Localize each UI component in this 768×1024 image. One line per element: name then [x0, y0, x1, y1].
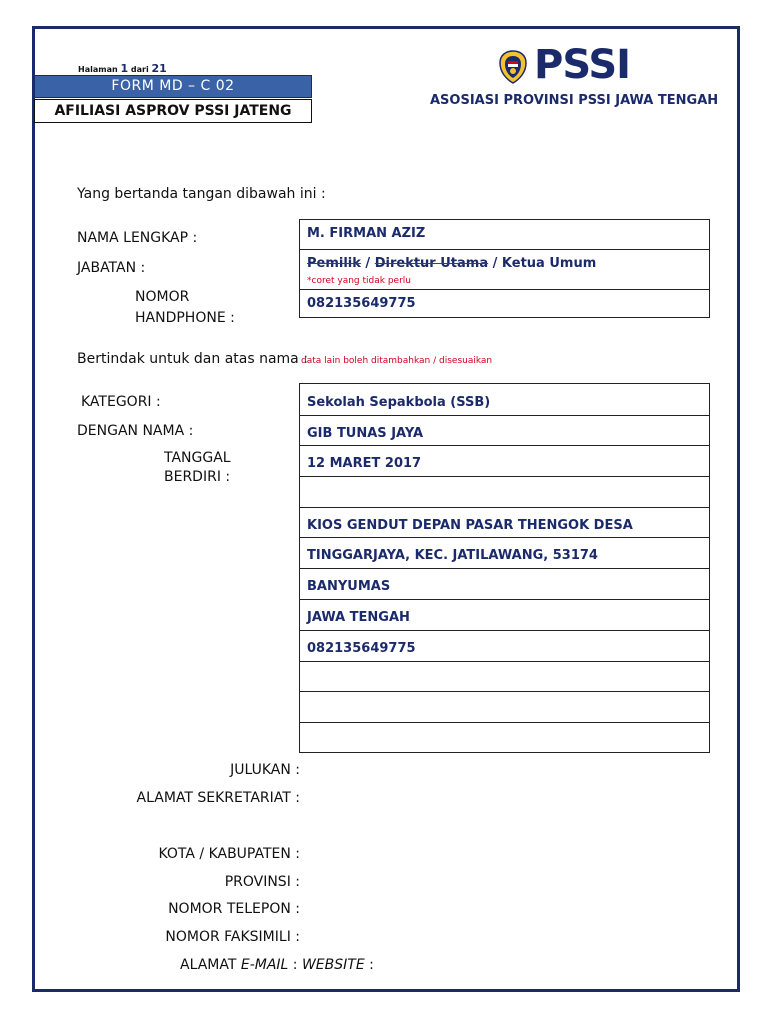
jabatan-field[interactable] — [300, 249, 709, 289]
provinsi-field[interactable] — [300, 599, 709, 630]
kota-field[interactable] — [300, 568, 709, 599]
kota-value: BANYUMAS — [307, 579, 391, 594]
provinsi-value: JAWA TENGAH — [307, 610, 410, 625]
julukan-field[interactable] — [300, 476, 709, 507]
pssi-emblem-icon — [497, 50, 529, 84]
website-field[interactable] — [300, 722, 709, 752]
alamat-sekretariat-label: ALAMAT SEKRETARIAT : — [136, 790, 300, 806]
jabatan-label: JABATAN : — [77, 260, 146, 276]
website-word: WEBSITE — [301, 957, 365, 973]
jabatan-note: *coret yang tidak perlu — [307, 276, 411, 286]
page-of-word: dari — [130, 65, 149, 74]
jabatan-separator: / — [488, 256, 502, 271]
organization-name: ASOSIASI PROVINSI PSSI JAWA TENGAH — [430, 93, 719, 108]
form-title: AFILIASI ASPROV PSSI JATENG — [34, 99, 312, 123]
nama-lengkap-label: NAMA LENGKAP : — [77, 230, 198, 246]
email-field[interactable] — [300, 691, 709, 722]
tanggal-berdiri-label-line2: BERDIRI : — [164, 469, 231, 485]
page-indicator — [78, 62, 167, 75]
kategori-label: KATEGORI : — [81, 394, 161, 410]
email-separator: : — [288, 957, 302, 973]
dengan-nama-label: DENGAN NAMA : — [77, 423, 194, 439]
nomor-hp-field[interactable] — [300, 289, 709, 317]
jabatan-option-direktur: Direktur Utama — [374, 256, 489, 271]
signer-box — [299, 219, 710, 318]
behalf-label: Bertindak untuk dan atas nama : — [77, 351, 308, 367]
jabatan-option-ketua: Ketua Umum — [501, 256, 597, 271]
page-word: Halaman — [78, 65, 118, 74]
alamat-line2-value: TINGGARJAYA, KEC. JATILAWANG, 53174 — [307, 548, 598, 563]
nomor-faksimili-label: NOMOR FAKSIMILI : — [165, 929, 300, 945]
dengan-nama-value: GIB TUNAS JAYA — [307, 426, 424, 441]
nomor-hp-label-line2: HANDPHONE : — [135, 310, 235, 326]
pssi-logo-text: PSSI — [534, 42, 631, 88]
alamat-line1-value: KIOS GENDUT DEPAN PASAR THENGOK DESA — [307, 518, 633, 533]
nomor-hp-label-line1: NOMOR — [135, 289, 190, 305]
nama-lengkap-value: M. FIRMAN AZIZ — [307, 226, 426, 241]
intro-text: Yang bertanda tangan dibawah ini : — [77, 186, 326, 202]
page-number: 1 — [120, 62, 129, 75]
telepon-value: 082135649775 — [307, 641, 416, 656]
jabatan-separator: / — [360, 256, 375, 271]
email-word: E-MAIL — [240, 957, 289, 973]
email-suffix: : — [364, 957, 374, 973]
julukan-label: JULUKAN : — [230, 762, 300, 778]
email-website-label — [180, 957, 374, 973]
telepon-field[interactable] — [300, 630, 709, 661]
club-box — [299, 383, 710, 753]
email-prefix: ALAMAT — [180, 957, 241, 973]
faksimili-field[interactable] — [300, 661, 709, 691]
jabatan-value — [307, 256, 596, 271]
nomor-hp-value: 082135649775 — [307, 296, 416, 311]
tanggal-berdiri-value: 12 MARET 2017 — [307, 456, 422, 471]
provinsi-label: PROVINSI : — [224, 874, 300, 890]
form-code-banner: FORM MD – C 02 — [34, 75, 312, 98]
tanggal-berdiri-field[interactable] — [300, 445, 709, 476]
kota-kabupaten-label: KOTA / KABUPATEN : — [158, 846, 300, 862]
kategori-field[interactable] — [300, 384, 709, 415]
alamat-line1-field[interactable] — [300, 507, 709, 537]
jabatan-option-pemilik: Pemilik — [307, 256, 361, 271]
dengan-nama-field[interactable] — [300, 415, 709, 445]
tanggal-berdiri-label-line1: TANGGAL — [164, 450, 231, 466]
nomor-telepon-label: NOMOR TELEPON : — [168, 901, 300, 917]
kategori-value: Sekolah Sepakbola (SSB) — [307, 395, 491, 410]
nama-lengkap-field[interactable] — [300, 220, 709, 249]
alamat-line2-field[interactable] — [300, 537, 709, 568]
page-total: 21 — [151, 62, 167, 75]
behalf-note: data lain boleh ditambahkan / disesuaikan — [301, 356, 493, 366]
